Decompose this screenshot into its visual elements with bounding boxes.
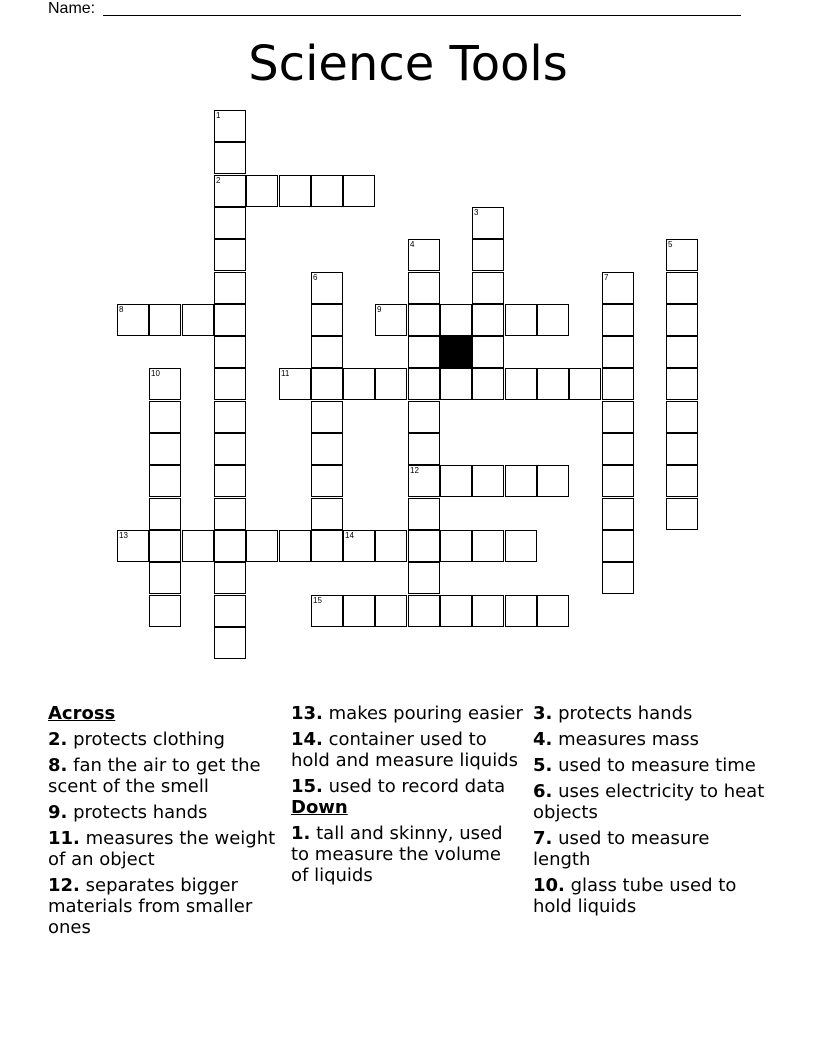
grid-cell[interactable] — [602, 401, 634, 433]
grid-cell[interactable] — [214, 433, 246, 465]
cell-number: 3 — [474, 208, 479, 217]
grid-cell[interactable] — [602, 336, 634, 368]
grid-cell[interactable] — [343, 175, 375, 207]
cell-number: 8 — [119, 305, 124, 314]
grid-cell[interactable] — [182, 530, 214, 562]
grid-cell[interactable] — [408, 401, 440, 433]
grid-cell[interactable] — [602, 530, 634, 562]
grid-cell[interactable] — [666, 465, 698, 497]
grid-cell[interactable] — [214, 175, 246, 207]
grid-cell[interactable] — [666, 401, 698, 433]
grid-cell[interactable] — [408, 239, 440, 271]
grid-cell[interactable] — [666, 336, 698, 368]
cell-number: 6 — [313, 273, 318, 282]
cell-number: 7 — [604, 273, 609, 282]
grid-cell[interactable] — [375, 368, 407, 400]
page-title: Science Tools — [248, 36, 568, 92]
clues-column-3 — [533, 703, 765, 922]
grid-cell[interactable] — [602, 272, 634, 304]
grid-cell[interactable] — [440, 595, 472, 627]
grid-cell[interactable] — [311, 498, 343, 530]
grid-cell[interactable] — [343, 530, 375, 562]
grid-cell[interactable] — [214, 595, 246, 627]
grid-cell[interactable] — [440, 530, 472, 562]
clue-down-3: 3. protects hands — [533, 703, 693, 724]
grid-cell[interactable] — [149, 465, 181, 497]
grid-cell[interactable] — [472, 465, 504, 497]
grid-cell[interactable] — [214, 627, 246, 659]
cell-number: 5 — [668, 240, 673, 249]
grid-cell[interactable] — [602, 433, 634, 465]
clue-down-6: 6. uses electricity to heat objects — [533, 781, 765, 823]
grid-cell[interactable] — [666, 498, 698, 530]
clue-across-9: 9. protects hands — [48, 802, 208, 823]
grid-cell[interactable] — [311, 465, 343, 497]
clue-across-2: 2. protects clothing — [48, 729, 225, 750]
grid-cell[interactable] — [246, 530, 278, 562]
grid-cell[interactable] — [149, 433, 181, 465]
clue-down-1: 1. tall and skinny, used to measure the volume of liquids — [291, 823, 503, 886]
grid-cell[interactable] — [214, 304, 246, 336]
grid-cell[interactable] — [408, 336, 440, 368]
cell-number: 11 — [281, 369, 290, 378]
cell-number: 4 — [410, 240, 415, 249]
grid-cell[interactable] — [149, 368, 181, 400]
grid-cell[interactable] — [408, 595, 440, 627]
grid-cell[interactable] — [472, 595, 504, 627]
clues-column-2 — [291, 703, 523, 891]
grid-cell[interactable] — [343, 595, 375, 627]
grid-cell[interactable] — [375, 304, 407, 336]
grid-cell[interactable] — [537, 304, 569, 336]
grid-cell[interactable] — [505, 465, 537, 497]
clue-across-13: 13. makes pouring easier — [291, 703, 523, 724]
cell-number: 10 — [151, 369, 160, 378]
cell-number: 1 — [216, 111, 221, 120]
grid-cell[interactable] — [117, 304, 149, 336]
grid-cell[interactable] — [472, 304, 504, 336]
grid-cell[interactable] — [569, 368, 601, 400]
name-label: Name: — [48, 0, 96, 17]
grid-cell[interactable] — [602, 368, 634, 400]
grid-cell[interactable] — [505, 595, 537, 627]
grid-cell[interactable] — [343, 368, 375, 400]
grid-cell[interactable] — [149, 304, 181, 336]
grid-cell[interactable] — [182, 304, 214, 336]
black-square — [440, 336, 472, 368]
grid-cell[interactable] — [375, 530, 407, 562]
cell-number: 9 — [377, 305, 382, 314]
grid-cell[interactable] — [472, 239, 504, 271]
grid-cell[interactable] — [214, 272, 246, 304]
grid-cell[interactable] — [472, 368, 504, 400]
grid-cell[interactable] — [117, 530, 149, 562]
grid-cell[interactable] — [537, 595, 569, 627]
grid-cell[interactable] — [505, 304, 537, 336]
grid-cell[interactable] — [149, 498, 181, 530]
grid-cell[interactable] — [408, 304, 440, 336]
grid-cell[interactable] — [408, 562, 440, 594]
grid-cell[interactable] — [214, 562, 246, 594]
grid-cell[interactable] — [537, 368, 569, 400]
grid-cell[interactable] — [311, 304, 343, 336]
grid-cell[interactable] — [472, 207, 504, 239]
clue-across-12: 12. separates bigger materials from smaller ones — [48, 875, 253, 938]
grid-cell[interactable] — [408, 498, 440, 530]
grid-cell[interactable] — [472, 336, 504, 368]
grid-cell[interactable] — [214, 401, 246, 433]
grid-cell[interactable] — [602, 304, 634, 336]
grid-cell[interactable] — [505, 530, 537, 562]
grid-cell[interactable] — [311, 336, 343, 368]
grid-cell[interactable] — [666, 304, 698, 336]
clue-across-8: 8. fan the air to get the scent of the smell — [48, 755, 261, 797]
grid-cell[interactable] — [408, 433, 440, 465]
grid-cell[interactable] — [149, 530, 181, 562]
grid-cell[interactable] — [472, 530, 504, 562]
clue-across-14: 14. container used to hold and measure liquids — [291, 729, 519, 771]
grid-cell[interactable] — [440, 465, 472, 497]
cell-number: 2 — [216, 176, 221, 185]
grid-cell[interactable] — [214, 465, 246, 497]
across-heading: Across — [48, 703, 116, 724]
grid-cell[interactable] — [408, 368, 440, 400]
grid-cell[interactable] — [666, 272, 698, 304]
grid-cell[interactable] — [602, 498, 634, 530]
grid-cell[interactable] — [149, 562, 181, 594]
grid-cell[interactable] — [666, 239, 698, 271]
cell-number: 12 — [410, 466, 419, 475]
grid-cell[interactable] — [311, 401, 343, 433]
grid-cell[interactable] — [214, 530, 246, 562]
cell-number: 15 — [313, 596, 322, 605]
grid-cell[interactable] — [149, 401, 181, 433]
clue-down-7: 7. used to measure length — [533, 828, 710, 870]
grid-cell[interactable] — [214, 368, 246, 400]
cell-number: 14 — [345, 531, 354, 540]
clue-down-5: 5. used to measure time — [533, 755, 756, 776]
grid-cell[interactable] — [311, 175, 343, 207]
grid-cell[interactable] — [279, 175, 311, 207]
grid-cell[interactable] — [666, 433, 698, 465]
grid-cell[interactable] — [311, 595, 343, 627]
grid-cell[interactable] — [311, 272, 343, 304]
grid-cell[interactable] — [311, 433, 343, 465]
grid-cell[interactable] — [311, 368, 343, 400]
grid-cell[interactable] — [408, 530, 440, 562]
cell-number: 13 — [119, 531, 128, 540]
grid-cell[interactable] — [214, 498, 246, 530]
grid-cell[interactable] — [311, 530, 343, 562]
grid-cell[interactable] — [408, 272, 440, 304]
grid-cell[interactable] — [602, 562, 634, 594]
clue-down-4: 4. measures mass — [533, 729, 700, 750]
clue-down-10: 10. glass tube used to hold liquids — [533, 875, 737, 917]
clues-column-1 — [48, 703, 280, 943]
grid-cell[interactable] — [472, 272, 504, 304]
grid-cell[interactable] — [666, 368, 698, 400]
grid-cell[interactable] — [279, 530, 311, 562]
down-heading: Down — [291, 797, 348, 818]
grid-cell[interactable] — [279, 368, 311, 400]
grid-cell[interactable] — [214, 142, 246, 174]
grid-cell[interactable] — [214, 207, 246, 239]
grid-cell[interactable] — [408, 465, 440, 497]
grid-cell[interactable] — [537, 465, 569, 497]
grid-cell[interactable] — [375, 595, 407, 627]
clue-across-11: 11. measures the weight of an object — [48, 828, 276, 870]
grid-cell[interactable] — [214, 239, 246, 271]
grid-cell[interactable] — [440, 368, 472, 400]
grid-cell[interactable] — [214, 336, 246, 368]
grid-cell[interactable] — [149, 595, 181, 627]
grid-cell[interactable] — [246, 175, 278, 207]
grid-cell[interactable] — [602, 465, 634, 497]
grid-cell[interactable] — [214, 110, 246, 142]
clue-across-15: 15. used to record data — [291, 776, 506, 797]
grid-cell[interactable] — [440, 304, 472, 336]
grid-cell[interactable] — [505, 368, 537, 400]
